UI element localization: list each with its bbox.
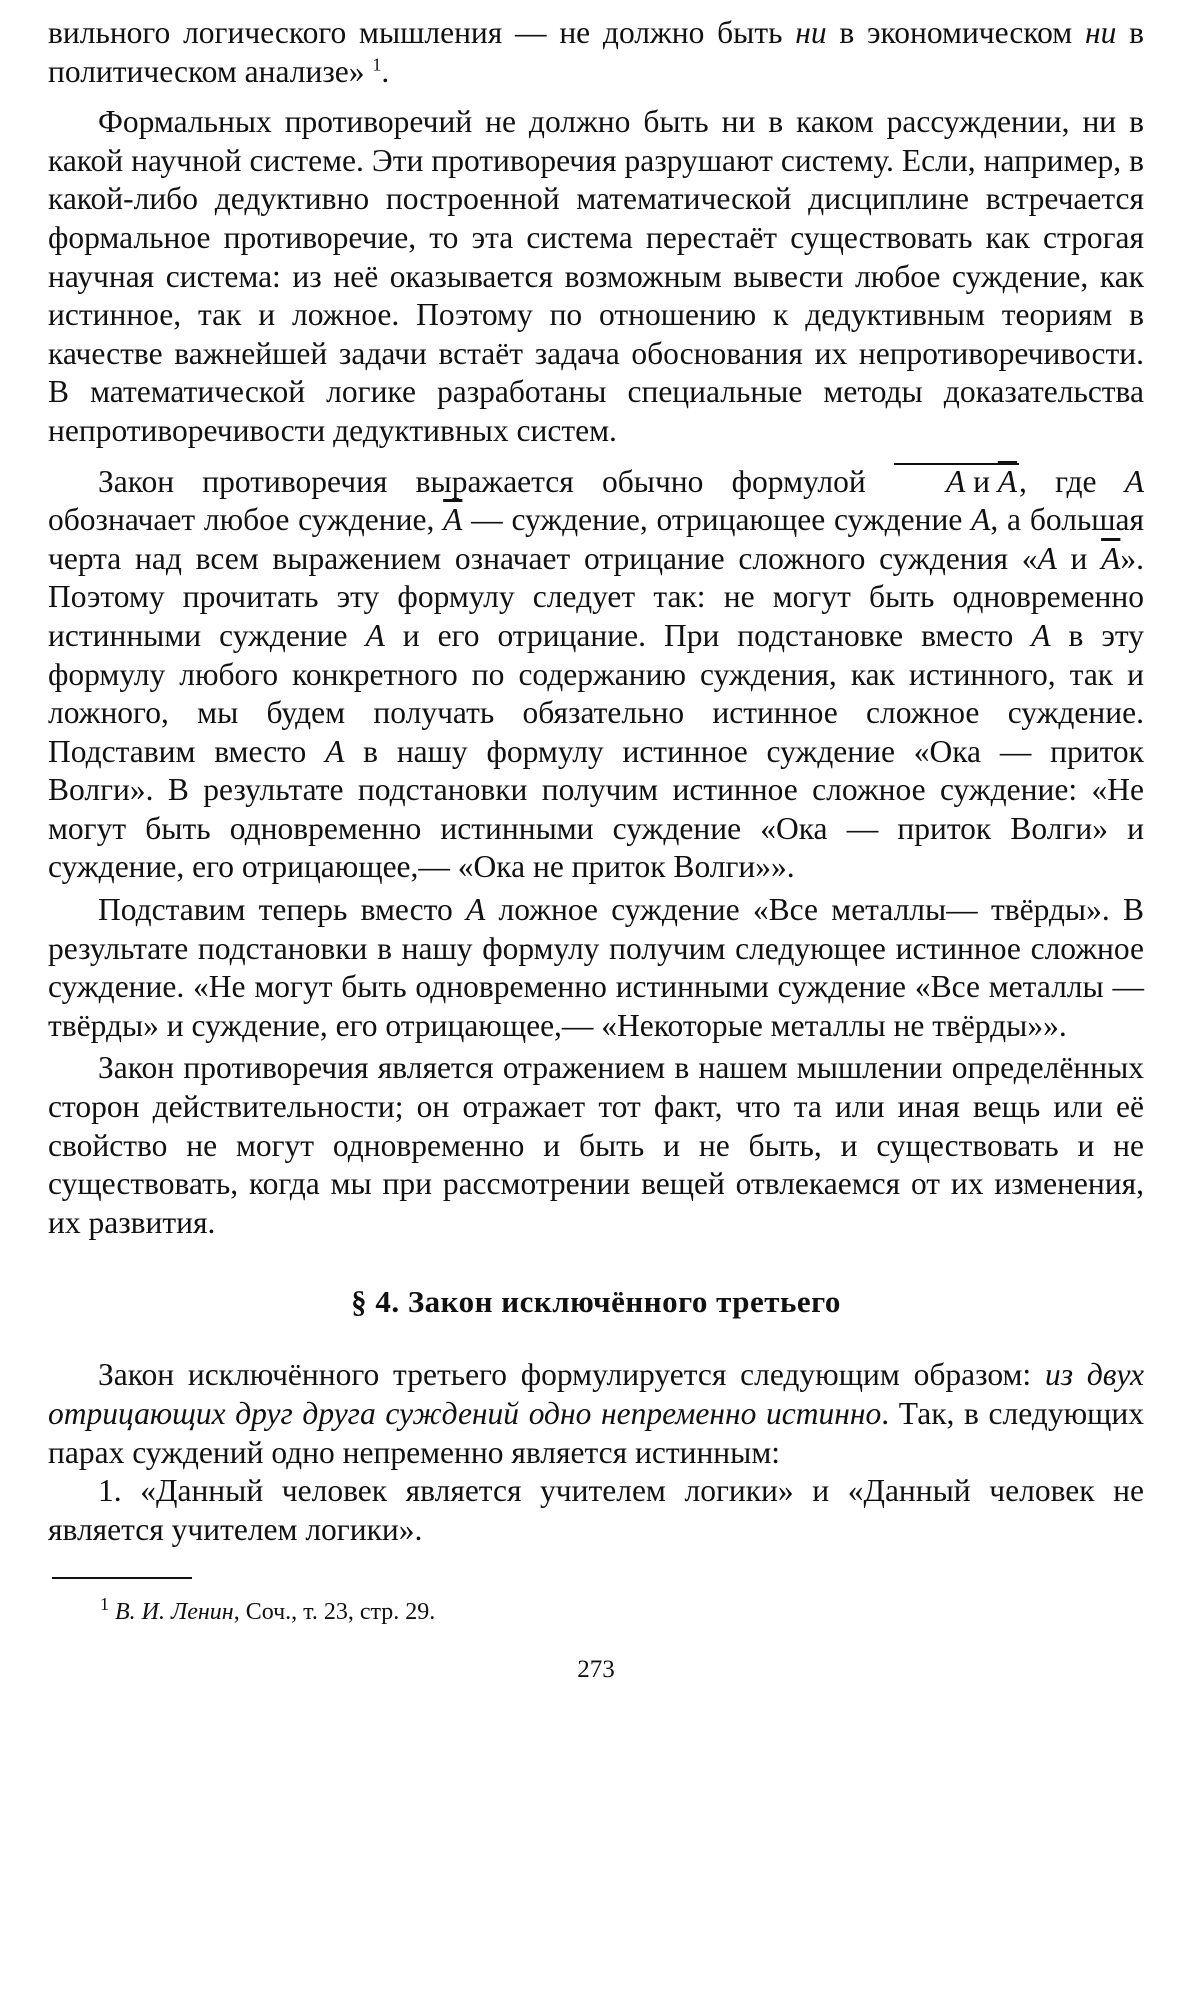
footnote: $^1$ В. И. Ленин, Соч., т. 23, стр. 29. [100, 1594, 436, 1626]
paragraph-continuation: вильного логического мышления — не должно быть ни в экономическом ни в политическом анализе» $^1$. [48, 15, 1145, 89]
negated-a: $\overline{A}$ [443, 502, 463, 538]
paragraph-false-substitution: Подставим теперь вместо A ложное суждение «Все металлы— твёрды». В результате подстановки в нашу формулу получим следующее истинное сложное суждение. «Не могут быть одновременно истинными суждение «Все металлы — твёрды» и суждение, его отрицающее,— «Некоторые металлы не твёрды»». [48, 892, 1145, 1043]
footnote-divider [52, 1577, 192, 1579]
paragraph-law-formula: Закон противоречия выражается обычно формулой A и $\overline{A}$, где A обозначает любое суждение, $\overline{A}$ — суждение, отрицающее суждение A, а большая черта над всем выражением означает отрицание сложного суждения «A и $\overline{A}$». Поэтому прочитать эту формулу следует так: не могут быть одновременно истинными суждение A и его отрицание. При подстановке вместо A в эту формулу любого конкретного по содержанию суждения, как истинного, так и ложного, мы будем получать обязательно истинное сложное суждение. Подставим вместо A в нашу формулу истинное суждение «Ока — приток Волги». В результате подстановки получим истинное сложное суждение: «Не могут быть одновременно истинными суждение «Ока — приток Волги» и суждение, его отрицающее,— «Ока не приток Волги»». [48, 463, 1145, 885]
footnote-author: В. И. Ленин [115, 1599, 234, 1626]
paragraph-formal-contradictions: Формальных противоречий не должно быть ни в каком рассуждении, ни в какой научной системе. Эти противоречия разрушают систему. Если, например, в какой-либо дедуктивно построенной математической дисциплине встречается формальное противоречие, то эта система перестаёт существовать как строгая научная система: из неё оказывается возможным вывести любое суждение, как истинное, так и ложное. Поэтому по отношению к дедуктивным теориям в качестве важнейшей задачи встаёт задача обоснования их непротиворечивости. В математической логике разработаны специальные методы доказательства непротиворечивости дедуктивных систем. [48, 104, 1144, 448]
paragraph-excluded-middle: Закон исключённого третьего формулируется следующим образом: из двух отрицающих друг друга суждений одно непременно истинно. Так, в следующих парах суждений одно непременно является истинным: [48, 1357, 1144, 1470]
section-heading: § 4. Закон исключённого третьего [351, 1284, 841, 1320]
paragraph-law-reflection: Закон противоречия является отражением в нашем мышлении определённых сторон действительности; он отражает тот факт, что та или иная вещь или её свойство не могут одновременно и быть и не быть, и существовать и не существовать, когда мы при рассмотрении вещей отвлекаемся от их изменения, их развития. [48, 1050, 1144, 1240]
formula-negated-conjunction: A и $\overline{A}$ [894, 463, 1019, 499]
page-number: 273 [577, 1656, 615, 1684]
footnote-reference: 1 [372, 54, 382, 75]
list-item-example-1: 1. «Данный человек является учителем логики» и «Данный человек не является учителем логики». [48, 1473, 1144, 1547]
